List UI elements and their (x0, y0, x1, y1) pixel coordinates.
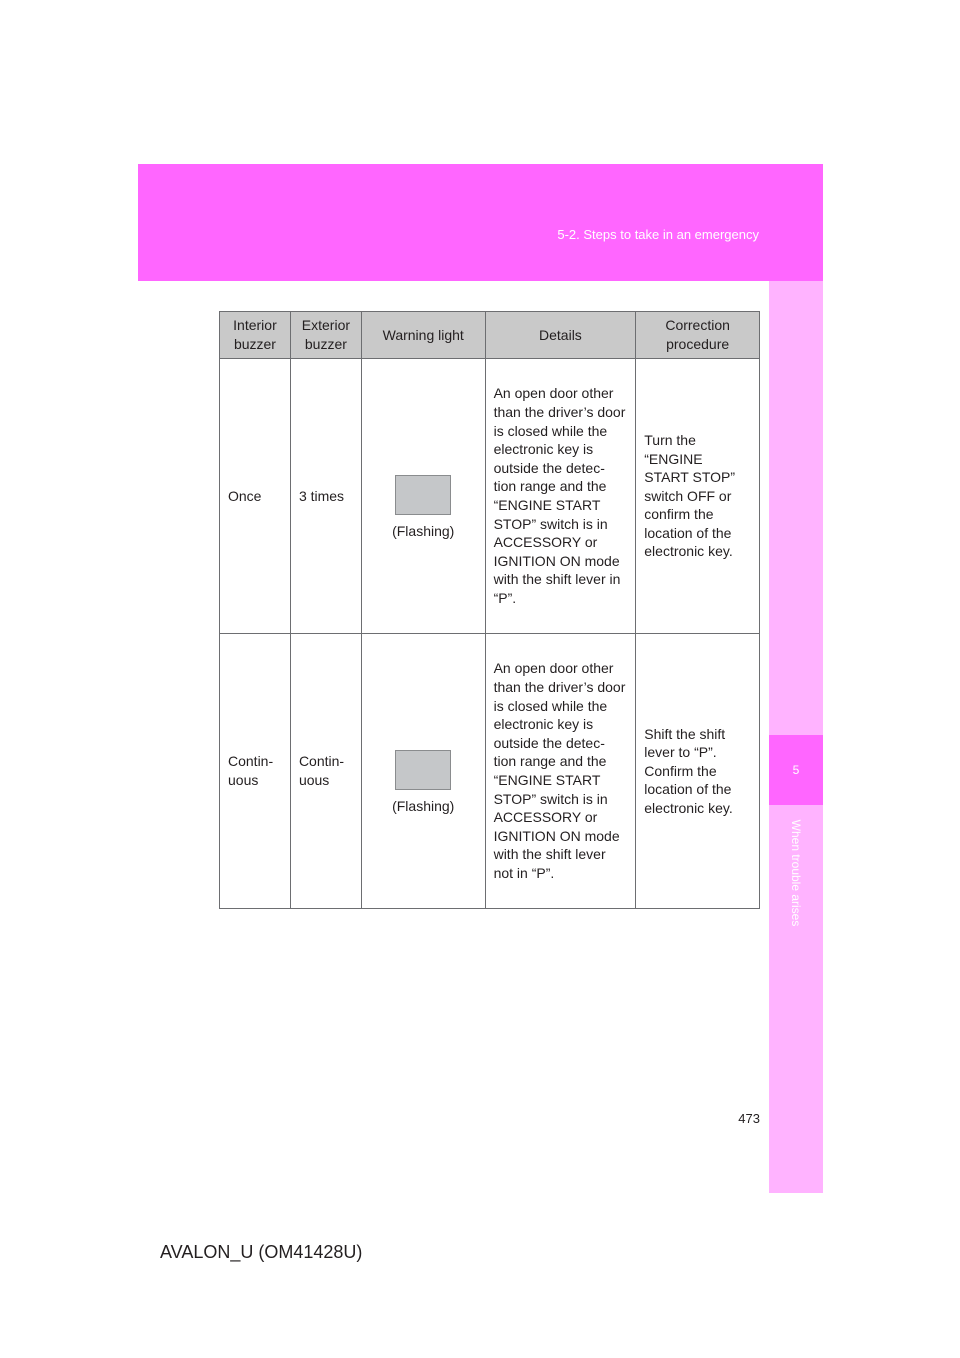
header-details: Details (485, 312, 636, 359)
warning-lamp-icon (395, 475, 451, 515)
section-title: 5-2. Steps to take in an emergency (557, 227, 759, 242)
header-band (138, 164, 823, 281)
warning-light-state: (Flashing) (392, 798, 455, 815)
warning-lamp-icon (395, 750, 451, 790)
cell-interior-buzzer: Once (220, 359, 291, 634)
warning-light-state: (Flashing) (392, 523, 455, 540)
cell-correction: Shift the shift lever to “P”. Confirm the location of the electronic key. (636, 634, 760, 909)
chapter-label: When trouble arises (789, 819, 803, 927)
cell-exterior-buzzer: 3 times (290, 359, 361, 634)
page-number: 473 (738, 1111, 760, 1126)
cell-warning-light (361, 359, 485, 634)
table-row (220, 634, 760, 909)
header-warning-light: Warning light (361, 312, 485, 359)
chapter-number: 5 (792, 763, 800, 777)
header-exterior-buzzer: Exterior buzzer (290, 312, 361, 359)
cell-exterior-buzzer: Contin-uous (290, 634, 361, 909)
table-header-row (220, 312, 760, 359)
chapter-tab (769, 735, 823, 805)
cell-correction: Turn the “ENGINE START STOP” switch OFF or confirm the location of the electronic key. (636, 359, 760, 634)
header-correction-procedure: Correction procedure (636, 312, 760, 359)
model-code: AVALON_U (OM41428U) (160, 1242, 363, 1262)
cell-details: An open door other than the driver’s door is closed while the electronic key is outside the detec-tion range and the “ENGINE START STOP” switch is in ACCESSORY or IGNITION ON mode with the shift lever in “P”. (485, 359, 636, 634)
header-interior-buzzer: Interior buzzer (220, 312, 291, 359)
cell-warning-light (361, 634, 485, 909)
cell-interior-buzzer: Contin-uous (220, 634, 291, 909)
table-row (220, 359, 760, 634)
cell-details: An open door other than the driver’s door is closed while the electronic key is outside the detec-tion range and the “ENGINE START STOP” switch is in ACCESSORY or IGNITION ON mode with the shift lever not in “P”. (485, 634, 636, 909)
warning-table (219, 311, 760, 909)
